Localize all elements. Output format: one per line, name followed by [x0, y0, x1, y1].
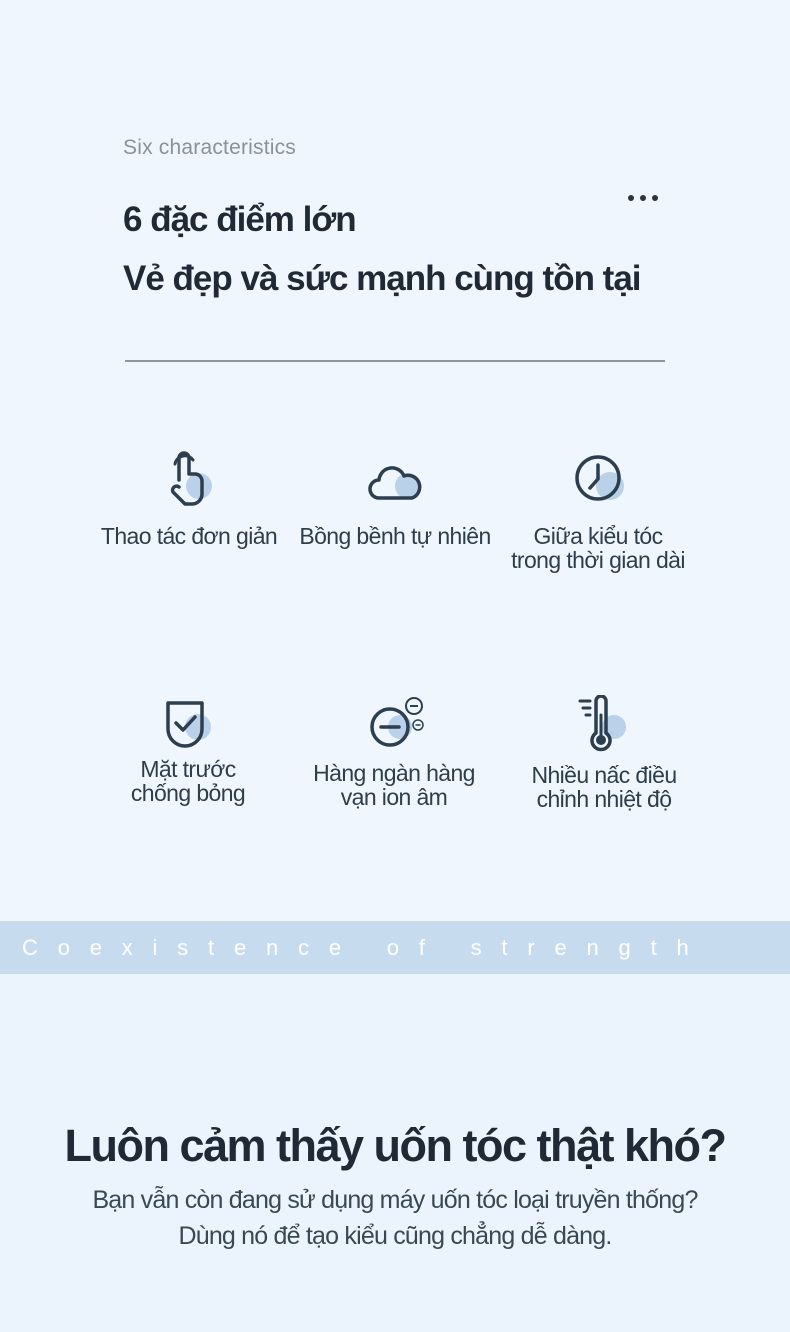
feature-label-line: chống bỏng [130, 780, 246, 806]
feature-label-line: chỉnh nhiệt độ [536, 786, 672, 812]
feature-negative-ions [289, 697, 499, 809]
feature-label-line: trong thời gian dài [511, 547, 685, 573]
question-subtitle: Bạn vẫn còn đang sử dụng máy uốn tóc loại truyền thống? [92, 1186, 698, 1214]
feature-temperature-levels [499, 695, 709, 811]
feature-label-line: Hàng ngàn hàng [313, 760, 475, 786]
feature-label [289, 761, 499, 809]
section-title: 6 đặc điểm lớn [123, 200, 356, 239]
banner-text: Coexistence of strength [22, 934, 709, 960]
feature-label-line: Mặt trước [140, 756, 236, 782]
feature-label: Thao tác đơn giản [100, 523, 278, 549]
thermometer-icon [574, 695, 634, 755]
feature-label-line: Giữa kiểu tóc [533, 523, 663, 549]
clock-icon [568, 448, 628, 508]
dot [640, 195, 646, 201]
touch-icon [159, 448, 219, 508]
feature-label: Bồng bềnh tự nhiên [299, 523, 491, 549]
section-subtitle: Vẻ đẹp và sức mạnh cùng tồn tại [123, 259, 641, 298]
dot [652, 195, 658, 201]
feature-label-line: vạn ion âm [340, 784, 448, 810]
feature-anti-burn [83, 697, 293, 805]
feature-label [83, 757, 293, 805]
feature-simple-operation [84, 448, 294, 548]
strength-banner [0, 921, 790, 974]
cloud-icon [365, 448, 425, 508]
dot [628, 195, 634, 201]
negative-ion-icon [364, 697, 424, 757]
more-options-icon[interactable] [628, 186, 670, 210]
feature-label [499, 763, 709, 811]
shield-check-icon [158, 697, 218, 757]
feature-natural-volume [290, 448, 500, 548]
feature-long-lasting [493, 448, 703, 572]
feature-label-line: Nhiều nấc điều [531, 762, 677, 788]
feature-label [493, 524, 703, 572]
section-eyebrow: Six characteristics [123, 136, 297, 159]
question-title: Luôn cảm thấy uốn tóc thật khó? [64, 1120, 726, 1171]
divider [125, 360, 665, 362]
question-subtitle: Dùng nó để tạo kiểu cũng chẳng dễ dàng. [178, 1222, 612, 1250]
